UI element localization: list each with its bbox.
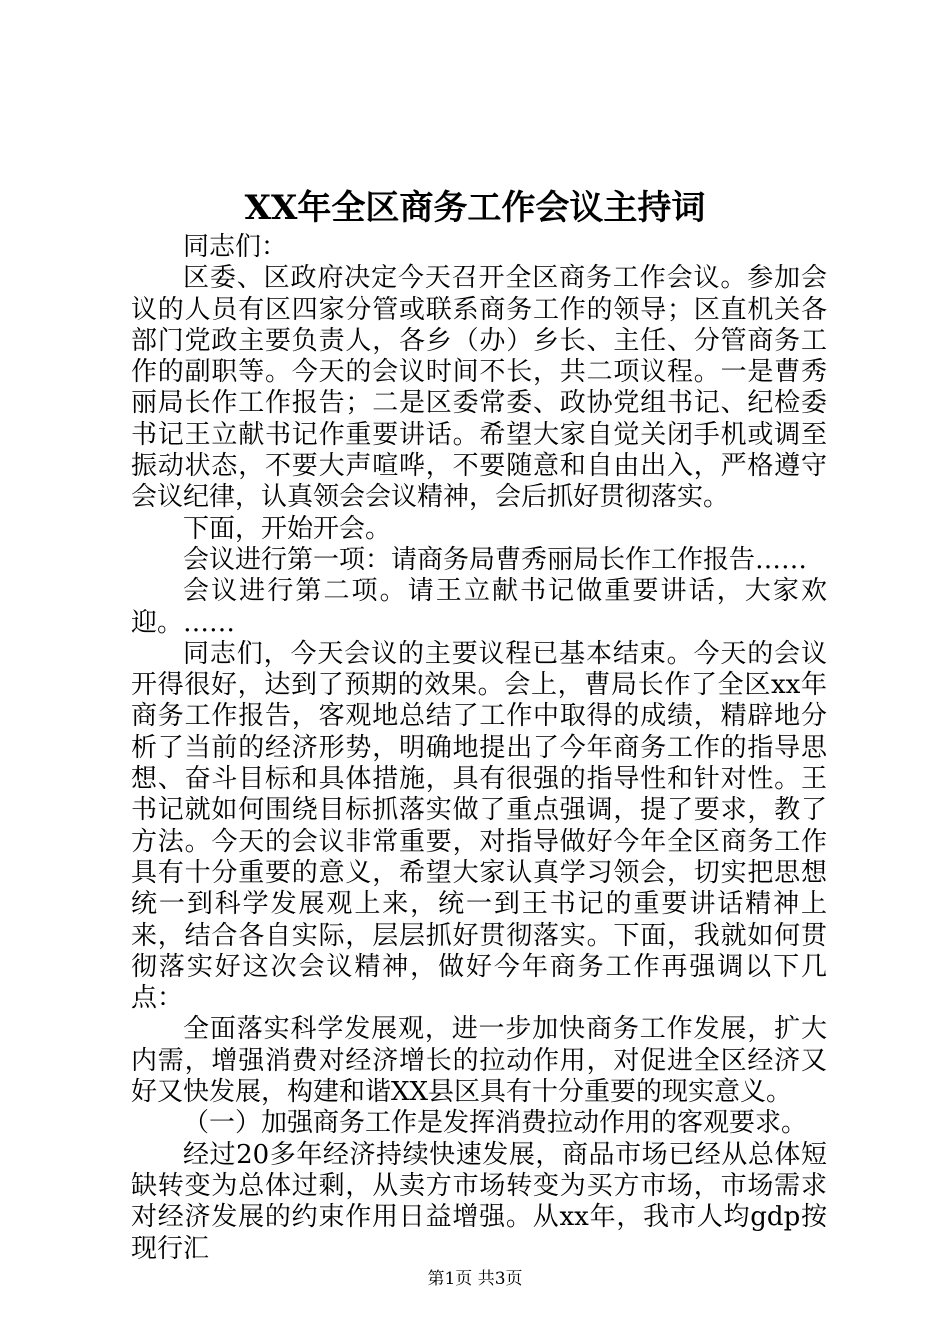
agenda-item-2-paragraph: 会议进行第二项。请王立献书记做重要讲话，大家欢迎。…… [131, 576, 827, 638]
salutation-paragraph: 同志们： [183, 232, 288, 262]
opening-paragraph: 区委、区政府决定今天召开全区商务工作会议。参加会议的人员有区四家分管或联系商务工作的领导；区直机关各部门党政主要负责人，各乡（办）乡长、主任、分管商务工作的副职等。今天的会议时间不长，共二项议程。一是曹秀丽局长作工作报告；二是区委常委、政协党组书记、纪检委书记王立献书记作重要讲话。希望大家自觉关闭手机或调至振动状态，不要大声喧哗，不要随意和自由出入，严格遵守会议纪律，认真领会会议精神，会后抓好贯彻落实。 [131, 263, 827, 513]
page-footer: 第1页 共3页 [427, 1269, 523, 1289]
section-heading-1: （一）加强商务工作是发挥消费拉动作用的客观要求。 [183, 1108, 808, 1139]
summary-paragraph: 同志们，今天会议的主要议程已基本结束。今天的会议开得很好，达到了预期的效果。会上，曹局长作了全区xx年商务工作报告，客观地总结了工作中取得的成绩，精辟地分析了当前的经济形势，明确地提出了今年商务工作的指导思想、奋斗目标和具体措施，具有很强的指导性和针对性。王书记就如何围绕目标抓落实做了重点强调，提了要求，教了方法。今天的会议非常重要，对指导做好今年全区商务工作具有十分重要的意义，希望大家认真学习领会，切实把思想统一到科学发展观上来，统一到王书记的重要讲话精神上来，结合各自实际，层层抓好贯彻落实。下面，我就如何贯彻落实好这次会议精神，做好今年商务工作再强调以下几点： [131, 638, 827, 1014]
agenda-item-1-paragraph: 会议进行第一项：请商务局曹秀丽局长作工作报告…… [183, 544, 808, 575]
start-meeting-paragraph: 下面，开始开会。 [183, 513, 392, 544]
policy-paragraph: 全面落实科学发展观，进一步加快商务工作发展，扩大内需，增强消费对经济增长的拉动作用，对促进全区经济又好又快发展，构建和谐XX县区具有十分重要的现实意义。 [131, 1014, 827, 1108]
document-title: XX年全区商务工作会议主持词 [244, 188, 706, 228]
economy-paragraph: 经过20多年经济持续快速发展，商品市场已经从总体短缺转变为总体过剩，从卖方市场转变为买方市场，市场需求对经济发展的约束作用日益增强。从xx年，我市人均gdp按现行汇 [131, 1139, 827, 1264]
document-body [131, 232, 827, 1265]
